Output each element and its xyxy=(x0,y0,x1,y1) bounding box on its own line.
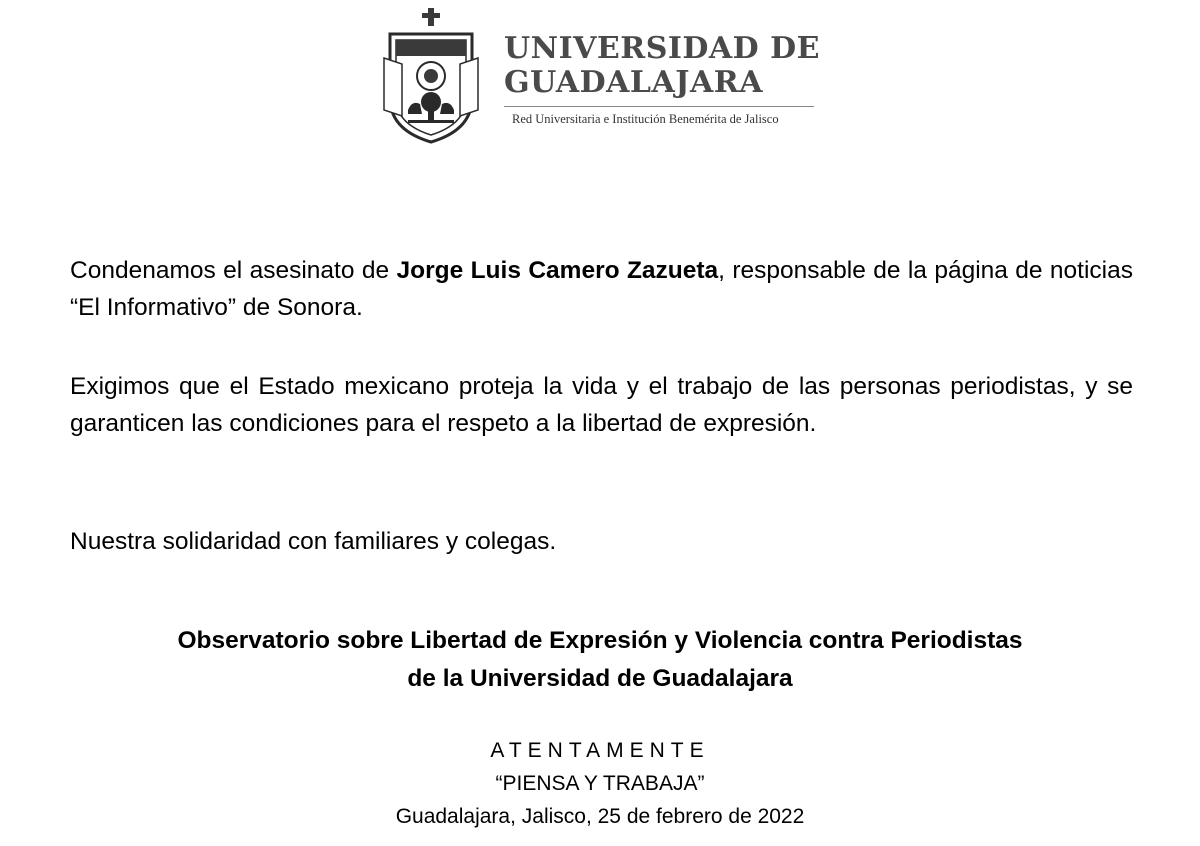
university-name-line2: GUADALAJARA xyxy=(504,65,763,100)
organization-line1: Observatorio sobre Libertad de Expresión y Violencia contra Periodistas xyxy=(177,627,1023,654)
letterhead xyxy=(382,6,822,146)
closing-salutation: ATENTAMENTE xyxy=(490,739,710,762)
university-crest-icon xyxy=(382,6,480,144)
journalist-name: Jorge Luis Camero Zazueta xyxy=(396,257,719,284)
university-motto: “PIENSA Y TRABAJA” xyxy=(495,772,705,795)
paragraph-condemnation-lead: Condenamos el asesinato de xyxy=(70,257,397,284)
paragraph-demand: Exigimos que el Estado mexicano proteja la vida y el trabajo de las personas periodistas, y se garanticen las condiciones para el respeto a la libertad de expresión. xyxy=(70,373,1133,437)
signing-organization xyxy=(0,622,1200,698)
wordmark-divider xyxy=(504,106,814,107)
organization-line2: de la Universidad de Guadalajara xyxy=(407,665,793,692)
university-subtitle: Red Universitaria e Institución Benemérita de Jalisco xyxy=(512,112,779,126)
paragraph-solidarity: Nuestra solidaridad con familiares y colegas. xyxy=(70,528,557,555)
closing-block xyxy=(0,734,1200,833)
place-and-date: Guadalajara, Jalisco, 25 de febrero de 2022 xyxy=(395,805,805,828)
university-name-line1: UNIVERSIDAD DE xyxy=(504,31,821,66)
paragraph-condemnation-tail: , responsable de la página de noticias “El Informativo” de Sonora. xyxy=(70,257,1133,321)
university-wordmark xyxy=(504,32,824,128)
paragraph-condemnation xyxy=(70,252,1133,326)
